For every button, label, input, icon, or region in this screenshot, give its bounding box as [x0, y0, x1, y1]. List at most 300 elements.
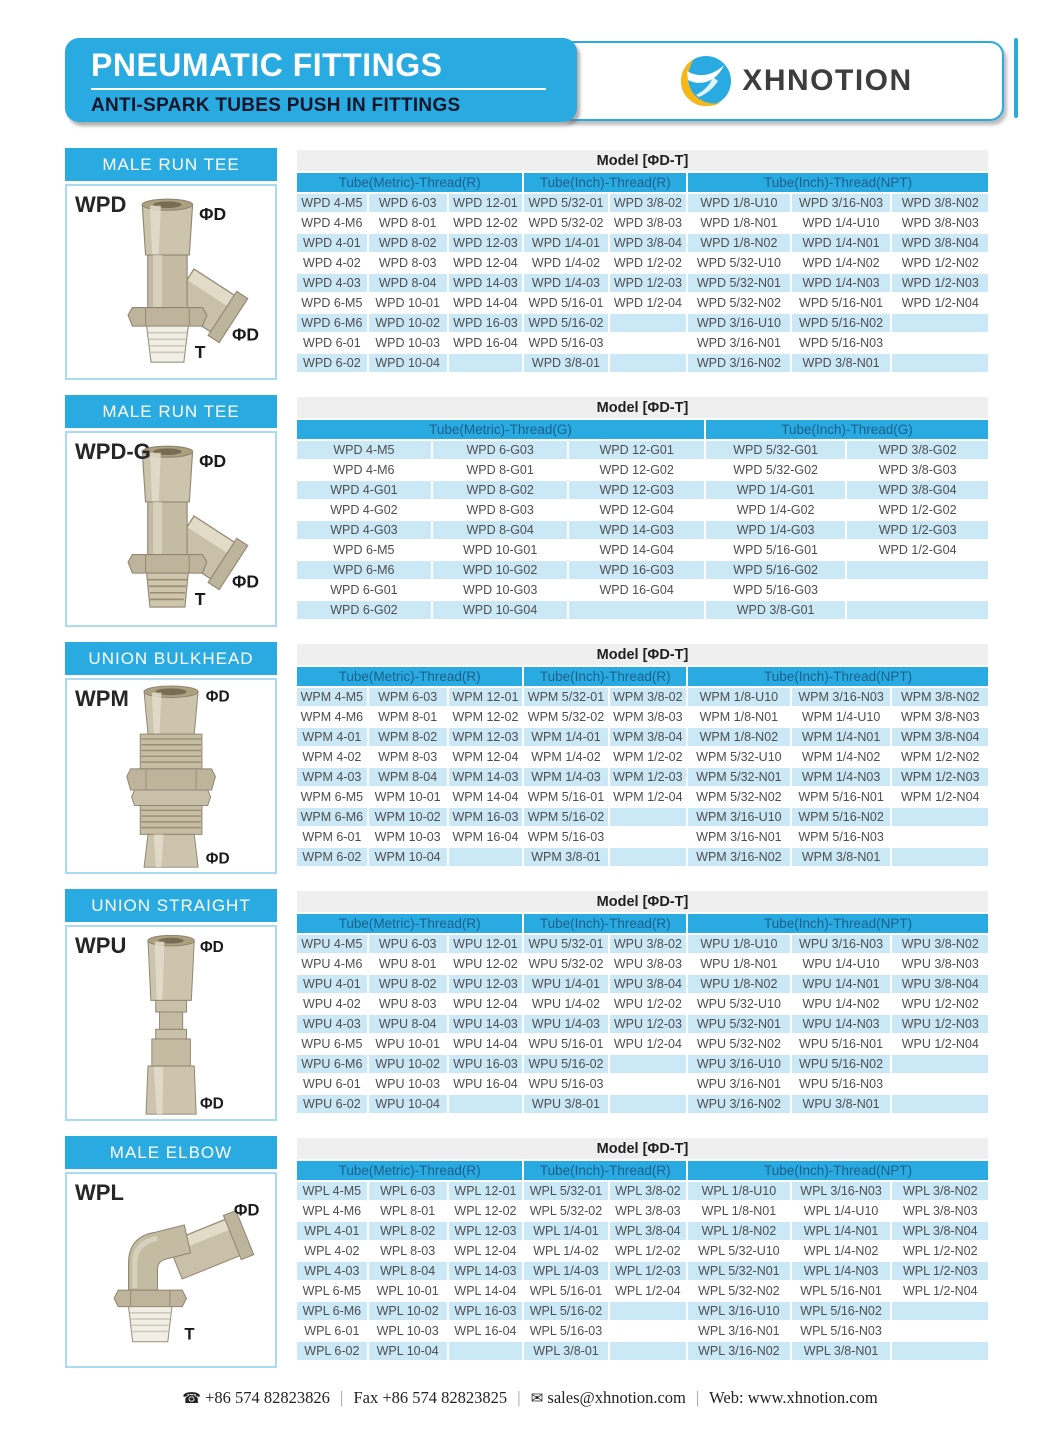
model-cell: WPD 5/32-01	[524, 194, 607, 212]
model-cell: WPM 4-01	[297, 728, 367, 746]
model-cell: WPD 1/4-G02	[706, 501, 845, 519]
model-cell: WPD 14-G04	[569, 541, 704, 559]
footer-email: sales@xhnotion.com	[547, 1388, 686, 1407]
model-cell: WPU 10-01	[369, 1035, 447, 1053]
male-run-tee-image	[81, 190, 267, 378]
model-cell: WPU 3/8-03	[610, 955, 687, 973]
model-cell: WPD 1/4-02	[524, 254, 607, 272]
model-cell: WPM 1/4-02	[524, 748, 607, 766]
model-cell: WPD 3/8-N04	[892, 234, 988, 252]
model-cell: WPD 6-01	[297, 334, 367, 352]
model-cell	[610, 354, 687, 372]
model-cell: WPL 1/2-N02	[892, 1242, 988, 1260]
column-group-header: Tube(Metric)-Thread(R)	[297, 667, 522, 686]
model-cell: WPM 6-03	[369, 688, 447, 706]
footer-separator: |	[696, 1388, 700, 1407]
model-cell: WPL 1/2-N03	[892, 1262, 988, 1280]
brand-logo	[680, 55, 912, 107]
column-group-header: Tube(Inch)-Thread(NPT)	[688, 914, 988, 933]
section-union-bulkhead	[65, 642, 990, 874]
model-cell: WPD 5/16-G01	[706, 541, 845, 559]
model-cell: WPU 1/8-U10	[688, 935, 790, 953]
model-cell: WPD 10-G01	[433, 541, 568, 559]
model-cell	[892, 1322, 988, 1340]
model-cell: WPL 3/8-N03	[892, 1202, 988, 1220]
model-cell: WPL 12-04	[449, 1242, 523, 1260]
model-cell	[610, 808, 687, 826]
model-cell: WPD 1/2-G02	[847, 501, 988, 519]
category-header: MALE ELBOW	[65, 1136, 277, 1169]
model-cell: WPD 12-01	[449, 194, 523, 212]
model-cell: WPM 1/2-N03	[892, 768, 988, 786]
model-cell: WPD 1/2-04	[610, 294, 687, 312]
model-cell: WPL 10-03	[369, 1322, 447, 1340]
model-cell: WPU 5/16-N03	[792, 1075, 891, 1093]
model-cell: WPM 1/8-U10	[688, 688, 790, 706]
model-cell: WPU 3/16-U10	[688, 1055, 790, 1073]
model-cell: WPD 8-G01	[433, 461, 568, 479]
model-cell: WPM 1/8-N02	[688, 728, 790, 746]
model-cell	[449, 354, 523, 372]
model-cell: WPU 3/16-N02	[688, 1095, 790, 1113]
column-group-header: Tube(Metric)-Thread(G)	[297, 420, 704, 439]
model-cell: WPM 5/16-N03	[792, 828, 891, 846]
dimension-label-top: ΦD	[199, 203, 227, 224]
brand-panel	[559, 41, 1004, 121]
model-cell: WPL 1/2-02	[610, 1242, 687, 1260]
male-run-tee-g-image	[81, 437, 267, 625]
model-cell: WPL 3/16-N02	[688, 1342, 790, 1360]
model-cell: WPD 1/4-N03	[792, 274, 891, 292]
model-cell	[892, 808, 988, 826]
model-header: Model [ΦD-T]	[297, 644, 988, 665]
model-cell: WPU 3/8-01	[524, 1095, 607, 1113]
column-group-header: Tube(Inch)-Thread(R)	[524, 667, 686, 686]
model-cell: WPM 5/16-N02	[792, 808, 891, 826]
model-cell: WPD 5/16-01	[524, 294, 607, 312]
model-cell: WPU 8-04	[369, 1015, 447, 1033]
model-cell: WPM 8-01	[369, 708, 447, 726]
product-card-wpu	[65, 889, 277, 1121]
model-cell: WPM 3/16-N03	[792, 688, 891, 706]
model-cell: WPD 4-M6	[297, 461, 431, 479]
dimension-label-top: ΦD	[200, 939, 224, 957]
product-card-wpm	[65, 642, 277, 874]
model-cell: WPM 12-03	[449, 728, 523, 746]
page-header	[65, 38, 1018, 122]
product-card-wpl	[65, 1136, 277, 1368]
model-cell: WPD 10-G03	[433, 581, 568, 599]
model-header: Model [ΦD-T]	[297, 150, 988, 171]
footer-separator: |	[517, 1388, 521, 1407]
model-cell: WPD 1/2-02	[610, 254, 687, 272]
model-cell: WPD 6-M6	[297, 561, 431, 579]
model-cell: WPM 1/4-N02	[792, 748, 891, 766]
model-cell: WPU 1/2-02	[610, 995, 687, 1013]
model-cell: WPU 4-M6	[297, 955, 367, 973]
model-cell: WPD 8-02	[369, 234, 447, 252]
model-cell: WPM 8-04	[369, 768, 447, 786]
model-cell: WPD 6-M5	[297, 541, 431, 559]
column-group-header: Tube(Metric)-Thread(R)	[297, 173, 522, 192]
model-cell: WPU 1/4-U10	[792, 955, 891, 973]
model-cell: WPD 5/16-02	[524, 314, 607, 332]
model-cell	[610, 1302, 687, 1320]
model-cell: WPL 4-M5	[297, 1182, 367, 1200]
model-cell: WPU 1/2-N02	[892, 995, 988, 1013]
model-cell: WPD 1/4-01	[524, 234, 607, 252]
model-cell: WPD 5/32-U10	[688, 254, 790, 272]
model-cell: WPM 12-02	[449, 708, 523, 726]
product-sections	[65, 148, 990, 1368]
model-cell: WPL 3/8-02	[610, 1182, 687, 1200]
model-cell: WPD 1/2-G03	[847, 521, 988, 539]
model-cell: WPD 12-G01	[569, 441, 704, 459]
model-cell	[610, 314, 687, 332]
model-cell: WPU 5/32-N01	[688, 1015, 790, 1033]
model-cell: WPL 1/8-N01	[688, 1202, 790, 1220]
model-cell: WPD 14-04	[449, 294, 523, 312]
model-cell	[892, 314, 988, 332]
union-bulkhead-image	[81, 684, 267, 872]
model-cell	[449, 1095, 523, 1113]
model-cell: WPU 14-04	[449, 1035, 523, 1053]
model-cell: WPM 5/32-N01	[688, 768, 790, 786]
model-cell: WPL 1/4-N02	[792, 1242, 891, 1260]
model-cell: WPU 6-M6	[297, 1055, 367, 1073]
dimension-label-top: ΦD	[205, 688, 230, 706]
model-cell: WPU 8-01	[369, 955, 447, 973]
model-cell: WPD 4-03	[297, 274, 367, 292]
page-subtitle: ANTI-SPARK TUBES PUSH IN FITTINGS	[91, 95, 461, 116]
model-cell: WPM 8-03	[369, 748, 447, 766]
model-cell: WPU 6-03	[369, 935, 447, 953]
model-cell: WPU 12-02	[449, 955, 523, 973]
spec-table-wrap	[295, 642, 990, 874]
model-cell: WPD 5/16-03	[524, 334, 607, 352]
product-image-card	[65, 184, 277, 380]
model-cell: WPD 6-G02	[297, 601, 431, 619]
model-cell: WPM 6-M5	[297, 788, 367, 806]
model-cell: WPU 5/16-01	[524, 1035, 607, 1053]
model-cell: WPD 10-01	[369, 294, 447, 312]
model-cell: WPU 1/4-N02	[792, 995, 891, 1013]
model-cell: WPM 4-03	[297, 768, 367, 786]
spec-table-wpd-g	[295, 395, 990, 621]
model-cell: WPD 4-G03	[297, 521, 431, 539]
model-cell: WPD 5/32-G02	[706, 461, 845, 479]
column-group-header: Tube(Inch)-Thread(G)	[706, 420, 988, 439]
product-image-card	[65, 431, 277, 627]
model-cell: WPD 10-G04	[433, 601, 568, 619]
model-cell: WPD 12-G03	[569, 481, 704, 499]
model-cell: WPD 3/8-04	[610, 234, 687, 252]
model-cell: WPL 5/32-N01	[688, 1262, 790, 1280]
model-cell: WPL 3/16-N01	[688, 1322, 790, 1340]
model-cell: WPU 1/2-03	[610, 1015, 687, 1033]
model-cell: WPM 12-04	[449, 748, 523, 766]
model-cell	[892, 1055, 988, 1073]
model-cell: WPL 3/8-N04	[892, 1222, 988, 1240]
model-cell: WPD 3/8-02	[610, 194, 687, 212]
model-cell: WPL 4-M6	[297, 1202, 367, 1220]
model-cell: WPM 1/2-02	[610, 748, 687, 766]
model-cell: WPM 16-04	[449, 828, 523, 846]
model-cell: WPD 3/8-01	[524, 354, 607, 372]
model-cell: WPM 6-02	[297, 848, 367, 866]
model-cell: WPM 10-02	[369, 808, 447, 826]
model-cell: WPD 3/16-N02	[688, 354, 790, 372]
model-cell: WPD 12-04	[449, 254, 523, 272]
header-divider	[91, 88, 546, 90]
male-elbow-image	[81, 1178, 267, 1366]
product-code: WPU	[75, 933, 127, 958]
product-card-wpd	[65, 148, 277, 380]
model-cell: WPU 3/8-N03	[892, 955, 988, 973]
model-cell: WPL 14-04	[449, 1282, 523, 1300]
model-cell: WPL 3/16-U10	[688, 1302, 790, 1320]
model-cell: WPD 5/16-N03	[792, 334, 891, 352]
model-cell	[892, 1095, 988, 1113]
model-cell: WPD 3/8-G04	[847, 481, 988, 499]
product-code: WPL	[75, 1180, 124, 1205]
model-cell: WPM 3/8-01	[524, 848, 607, 866]
model-cell: WPM 4-02	[297, 748, 367, 766]
model-cell: WPL 6-M5	[297, 1282, 367, 1300]
product-card-wpd-g	[65, 395, 277, 627]
model-cell: WPU 5/16-N02	[792, 1055, 891, 1073]
model-cell: WPL 6-01	[297, 1322, 367, 1340]
model-cell: WPD 12-G02	[569, 461, 704, 479]
model-cell: WPL 5/16-03	[524, 1322, 607, 1340]
model-cell: WPD 1/2-N03	[892, 274, 988, 292]
model-cell: WPU 5/32-U10	[688, 995, 790, 1013]
model-cell: WPU 1/8-N01	[688, 955, 790, 973]
model-cell: WPU 1/4-01	[524, 975, 607, 993]
product-code: WPD-G	[75, 439, 151, 464]
column-group-header: Tube(Inch)-Thread(NPT)	[688, 1161, 988, 1180]
model-cell: WPU 5/32-02	[524, 955, 607, 973]
model-cell: WPD 8-G03	[433, 501, 568, 519]
category-header: UNION STRAIGHT	[65, 889, 277, 922]
section-union-straight	[65, 889, 990, 1121]
model-cell: WPL 10-02	[369, 1302, 447, 1320]
model-cell: WPM 5/16-03	[524, 828, 607, 846]
model-cell: WPU 4-03	[297, 1015, 367, 1033]
phone-icon: ☎	[182, 1391, 201, 1407]
model-cell: WPD 4-02	[297, 254, 367, 272]
model-cell: WPL 1/2-03	[610, 1262, 687, 1280]
model-cell: WPD 5/16-G02	[706, 561, 845, 579]
model-cell: WPD 16-G04	[569, 581, 704, 599]
model-cell	[449, 848, 523, 866]
model-cell: WPM 1/4-01	[524, 728, 607, 746]
model-cell: WPD 16-03	[449, 314, 523, 332]
model-cell: WPU 3/8-02	[610, 935, 687, 953]
model-cell	[610, 1342, 687, 1360]
category-header: MALE RUN TEE	[65, 148, 277, 181]
model-cell: WPU 3/8-04	[610, 975, 687, 993]
model-cell: WPD 6-03	[369, 194, 447, 212]
model-cell: WPM 10-04	[369, 848, 447, 866]
spec-table-wrap	[295, 1136, 990, 1368]
model-cell: WPD 8-04	[369, 274, 447, 292]
model-cell: WPL 1/8-N02	[688, 1222, 790, 1240]
model-cell: WPD 4-G02	[297, 501, 431, 519]
model-cell: WPD 6-G01	[297, 581, 431, 599]
model-cell: WPU 5/16-02	[524, 1055, 607, 1073]
footer-fax: Fax +86 574 82823825	[353, 1388, 508, 1407]
model-cell: WPL 1/4-03	[524, 1262, 607, 1280]
column-group-header: Tube(Inch)-Thread(R)	[524, 173, 686, 192]
model-cell: WPM 5/32-U10	[688, 748, 790, 766]
header-title-panel	[65, 38, 577, 122]
model-cell: WPM 3/8-N04	[892, 728, 988, 746]
model-cell: WPD 5/16-N02	[792, 314, 891, 332]
model-cell	[892, 848, 988, 866]
dimension-label-top: ΦD	[233, 1200, 260, 1220]
model-cell: WPD 5/32-02	[524, 214, 607, 232]
model-cell: WPD 1/4-U10	[792, 214, 891, 232]
model-cell: WPU 5/16-N01	[792, 1035, 891, 1053]
dimension-label-bottom: ΦD	[205, 850, 230, 868]
model-cell: WPM 6-01	[297, 828, 367, 846]
model-cell: WPU 3/16-N01	[688, 1075, 790, 1093]
model-cell: WPL 3/16-N03	[792, 1182, 891, 1200]
model-cell: WPD 6-M6	[297, 314, 367, 332]
dimension-label-thread: T	[194, 341, 206, 362]
model-cell: WPM 3/8-N01	[792, 848, 891, 866]
model-cell: WPL 1/2-04	[610, 1282, 687, 1300]
model-cell	[610, 1095, 687, 1113]
model-cell: WPD 3/8-N03	[892, 214, 988, 232]
column-group-header: Tube(Metric)-Thread(R)	[297, 1161, 522, 1180]
model-cell: WPL 5/32-U10	[688, 1242, 790, 1260]
model-cell	[892, 354, 988, 372]
model-cell: WPU 12-04	[449, 995, 523, 1013]
model-cell: WPM 16-03	[449, 808, 523, 826]
model-cell: WPD 8-G02	[433, 481, 568, 499]
model-cell: WPU 3/8-N02	[892, 935, 988, 953]
model-cell: WPM 3/16-U10	[688, 808, 790, 826]
model-cell: WPL 8-03	[369, 1242, 447, 1260]
spec-table-wpu	[295, 889, 990, 1115]
model-cell: WPU 4-02	[297, 995, 367, 1013]
model-cell: WPL 8-02	[369, 1222, 447, 1240]
model-cell: WPL 5/16-01	[524, 1282, 607, 1300]
model-cell: WPM 3/8-N02	[892, 688, 988, 706]
email-icon: ✉	[530, 1391, 544, 1407]
dimension-label-thread: T	[194, 588, 206, 609]
model-cell: WPL 3/8-04	[610, 1222, 687, 1240]
model-cell	[610, 1055, 687, 1073]
model-cell: WPD 3/8-G01	[706, 601, 845, 619]
model-cell: WPL 4-02	[297, 1242, 367, 1260]
model-cell	[847, 601, 988, 619]
spec-table-wpl	[295, 1136, 990, 1362]
column-group-header: Tube(Inch)-Thread(R)	[524, 1161, 686, 1180]
model-cell: WPU 10-03	[369, 1075, 447, 1093]
model-header: Model [ΦD-T]	[297, 397, 988, 418]
model-cell	[610, 828, 687, 846]
model-header: Model [ΦD-T]	[297, 1138, 988, 1159]
spec-table-wpm	[295, 642, 990, 868]
model-cell: WPM 3/16-N02	[688, 848, 790, 866]
model-cell: WPL 1/8-U10	[688, 1182, 790, 1200]
model-cell	[892, 334, 988, 352]
dimension-label-bottom: ΦD	[200, 1095, 224, 1113]
model-cell: WPD 6-M5	[297, 294, 367, 312]
model-cell: WPD 1/4-N02	[792, 254, 891, 272]
model-cell: WPL 6-M6	[297, 1302, 367, 1320]
brand-logo-icon	[680, 55, 732, 107]
model-cell: WPL 10-01	[369, 1282, 447, 1300]
spec-table-wrap	[295, 148, 990, 380]
model-cell: WPM 6-M6	[297, 808, 367, 826]
model-cell: WPD 1/4-G03	[706, 521, 845, 539]
model-cell: WPM 1/4-U10	[792, 708, 891, 726]
brand-name: XHNOTION	[742, 64, 913, 97]
spec-table-wrap	[295, 889, 990, 1121]
model-cell: WPL 5/32-02	[524, 1202, 607, 1220]
product-image-card	[65, 1172, 277, 1368]
model-cell: WPL 5/16-N01	[792, 1282, 891, 1300]
model-cell: WPL 16-04	[449, 1322, 523, 1340]
model-cell: WPD 10-03	[369, 334, 447, 352]
category-header: MALE RUN TEE	[65, 395, 277, 428]
model-cell: WPD 5/32-N01	[688, 274, 790, 292]
dimension-label-top: ΦD	[199, 450, 227, 471]
model-cell: WPM 3/8-02	[610, 688, 687, 706]
model-cell: WPD 10-G02	[433, 561, 568, 579]
model-cell: WPL 14-03	[449, 1262, 523, 1280]
model-cell: WPD 3/8-G03	[847, 461, 988, 479]
model-cell: WPL 5/16-N02	[792, 1302, 891, 1320]
model-cell: WPD 10-04	[369, 354, 447, 372]
model-cell: WPD 4-G01	[297, 481, 431, 499]
section-male-elbow	[65, 1136, 990, 1368]
spec-table-wpd	[295, 148, 990, 374]
model-cell: WPM 3/8-N03	[892, 708, 988, 726]
column-group-header: Tube(Inch)-Thread(NPT)	[688, 173, 988, 192]
model-cell: WPD 4-01	[297, 234, 367, 252]
model-cell: WPD 12-G04	[569, 501, 704, 519]
model-cell: WPU 16-04	[449, 1075, 523, 1093]
model-cell: WPD 5/16-G03	[706, 581, 845, 599]
model-cell: WPM 5/16-N01	[792, 788, 891, 806]
model-cell: WPD 3/8-N01	[792, 354, 891, 372]
model-cell: WPL 4-01	[297, 1222, 367, 1240]
model-cell: WPD 1/4-G01	[706, 481, 845, 499]
model-cell: WPD 3/8-G02	[847, 441, 988, 459]
model-cell: WPM 1/2-N04	[892, 788, 988, 806]
model-cell: WPD 4-M5	[297, 194, 367, 212]
model-cell: WPM 4-M5	[297, 688, 367, 706]
model-cell: WPU 12-01	[449, 935, 523, 953]
model-cell: WPM 8-02	[369, 728, 447, 746]
model-cell	[569, 601, 704, 619]
footer-separator: |	[340, 1388, 344, 1407]
model-cell: WPL 1/4-N01	[792, 1222, 891, 1240]
model-cell: WPM 3/16-N01	[688, 828, 790, 846]
model-cell: WPU 6-M5	[297, 1035, 367, 1053]
model-cell: WPL 1/4-N03	[792, 1262, 891, 1280]
model-cell: WPD 1/8-N02	[688, 234, 790, 252]
model-cell: WPD 6-02	[297, 354, 367, 372]
model-cell: WPD 1/4-N01	[792, 234, 891, 252]
model-cell: WPD 3/8-03	[610, 214, 687, 232]
model-cell	[449, 1342, 523, 1360]
